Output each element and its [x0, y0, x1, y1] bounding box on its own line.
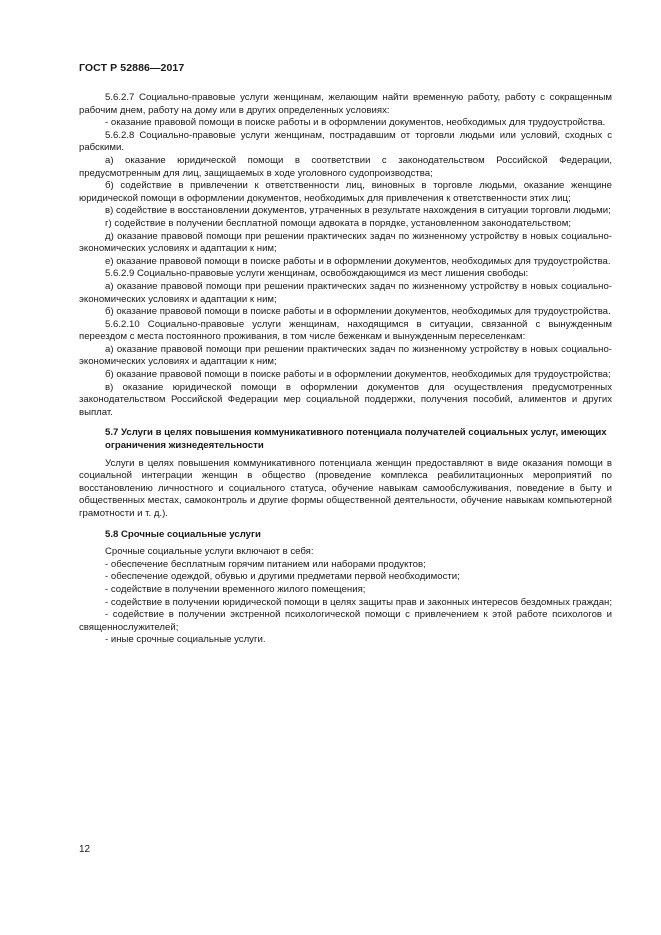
document-body [79, 92, 612, 647]
paragraph: а) оказание юридической помощи в соответствии с законодательством Российской Федерации, предусмотренным для лиц, защищаемых в ходе уголовного судопроизводства; [79, 154, 612, 179]
paragraph: в) содействие в восстановлении документов, утраченных в результате нахождения в ситуации торговли людьми; [105, 205, 611, 217]
list-item: - содействие в получении временного жилого помещения; [105, 583, 366, 595]
paragraph: е) оказание правовой помощи в поиске работы и в оформлении документов, необходимых для трудоустройства. [105, 255, 611, 267]
list-item: - обеспечение бесплатным горячим питанием или наборами продуктов; [105, 558, 426, 570]
paragraph: Срочные социальные услуги включают в себя: [105, 546, 314, 558]
list-item: - иные срочные социальные услуги. [105, 634, 266, 646]
paragraph: в) оказание юридической помощи в оформлении документов для осуществления предусмотренных законодательством Российской Федерации мер социальной поддержки, получения пособий, алиментов и других выплат. [79, 381, 612, 418]
document-code-header: ГОСТ Р 52886—2017 [79, 62, 185, 74]
paragraph: 5.6.2.7 Социально-правовые услуги женщинам, желающим найти временную работу, работу с сокращенным рабочим днем, работу на дому или в других определенных условиях: [79, 92, 612, 116]
section-heading: 5.8 Срочные социальные услуги [105, 528, 261, 540]
list-item: - обеспечение одеждой, обувью и другими предметами первой необходимости; [105, 571, 460, 583]
paragraph: г) содействие в получении бесплатной помощи адвоката в порядке, установленном законодательством; [105, 217, 571, 229]
paragraph: б) оказание правовой помощи в поиске работы и в оформлении документов, необходимых для трудоустройства. [105, 306, 611, 318]
list-item: - содействие в получении юридической помощи в целях защиты прав и законных интересов бездомных граждан; [105, 596, 613, 608]
paragraph: 5.6.2.10 Социально-правовые услуги женщинам, находящимся в ситуации, связанной с вынужденным переездом с места постоянного проживания, в том числе беженкам и вынужденным переселенкам: [79, 318, 612, 343]
paragraph: а) оказание правовой помощи при решении практических задач по жизненному устройству в новых социально-экономических условиях и адаптации к ним; [79, 343, 612, 368]
paragraph: Услуги в целях повышения коммуникативного потенциала женщин предоставляют в виде оказания помощи в социальной интеграции женщин в общество (проведение комплекса реабилитационных мероприятий по восстановлению личностного и социального статуса, обучение навыкам самообслуживания, поведение в быту и общественных местах, самоконтроль и другие формы общественной деятельности, обучение навыкам компьютерной грамотности и т. д.). [79, 457, 612, 519]
paragraph: - оказание правовой помощи в поиске работы и в оформлении документов, необходимых для трудоустройства. [105, 117, 606, 129]
paragraph: а) оказание правовой помощи при решении практических задач по жизненному устройству в новых социально-экономических условиях и адаптации к ним; [79, 280, 612, 305]
section-heading: 5.7 Услуги в целях повышения коммуникативного потенциала получателей социальных услуг, имеющих ограничения жизнедеятельности [105, 427, 607, 452]
page-number: 12 [79, 844, 91, 855]
list-item: - содействие в получении экстренной психологической помощи с привлечением к этой работе психологов и священнослужителей; [79, 609, 612, 633]
paragraph: 5.6.2.8 Социально-правовые услуги женщинам, пострадавшим от торговли людьми или условий, сходных с рабскими. [79, 129, 612, 154]
paragraph: 5.6.2.9 Социально-правовые услуги женщинам, освобождающимся из мест лишения свободы: [105, 268, 529, 280]
paragraph: б) содействие в привлечении к ответственности лиц, виновных в торговле людьми, оказание женщине юридической помощи в оформлении документов, необходимых для привлечения к ответственности этих лиц; [79, 180, 612, 204]
paragraph: б) оказание правовой помощи в поиске работы и в оформлении документов, необходимых для трудоустройства; [105, 369, 611, 381]
paragraph: д) оказание правовой помощи при решении практических задач по жизненному устройству в новых социально-экономических условиях и адаптации к ним; [79, 230, 612, 255]
